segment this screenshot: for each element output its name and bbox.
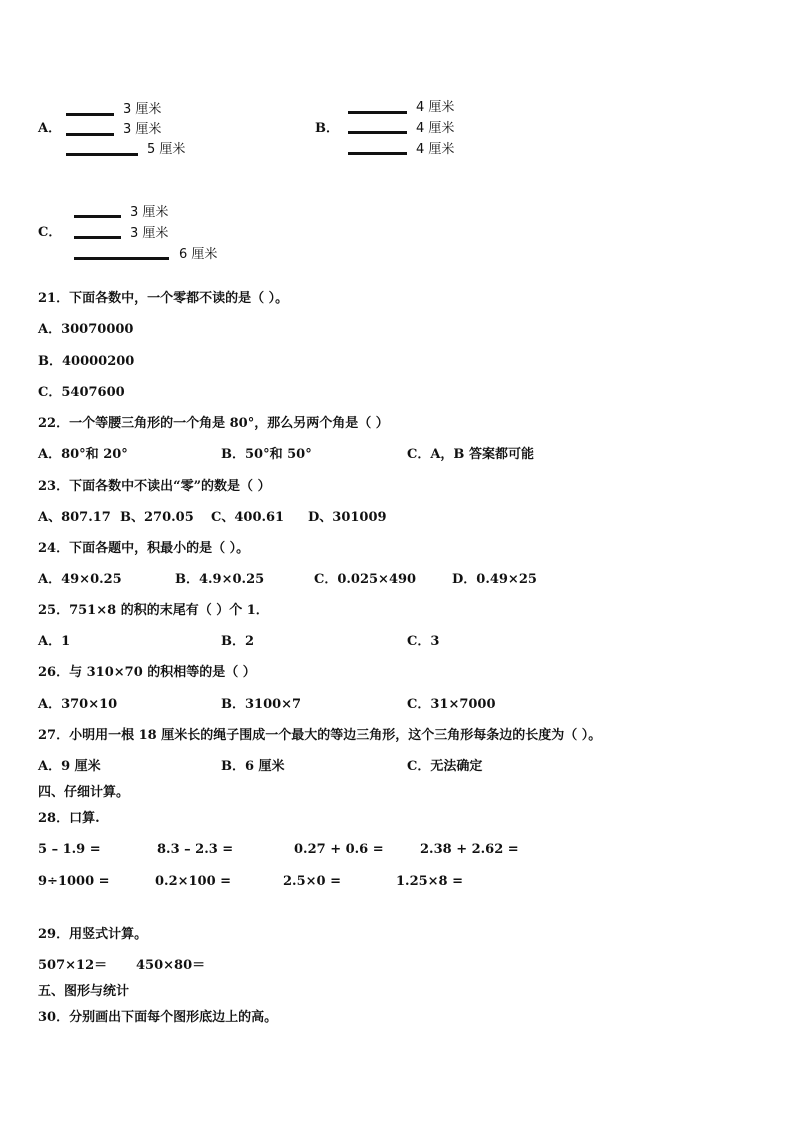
mental-calc-item: 8.3 – 2.3 =	[157, 842, 234, 857]
option-a-letter: A．	[38, 121, 62, 136]
section-4-heading: 四、仔细计算。	[38, 785, 130, 800]
segment-line	[74, 236, 121, 239]
mental-calc-item: 2.5×0 =	[283, 874, 341, 889]
mental-calc-item: 9÷1000 =	[38, 874, 110, 889]
segment-line	[66, 113, 114, 116]
section-5-heading: 五、图形与统计	[38, 984, 130, 999]
segment-label: 4 厘米	[416, 100, 455, 115]
q22-option-a: A．80°和 20°	[38, 447, 128, 462]
option-b-letter: B．	[315, 121, 339, 136]
option-c-letter: C．	[38, 225, 62, 240]
question-28: 28．口算.	[38, 811, 100, 826]
question-30: 30．分别画出下面每个图形底边上的高。	[38, 1010, 278, 1025]
q26-option-b: B．3100×7	[221, 697, 302, 712]
q23-option-b: B、270.05	[120, 510, 194, 525]
vertical-calc-item: 450×80＝	[136, 958, 206, 973]
segment-line	[348, 111, 407, 114]
question-23: 23．下面各数中不读出“零”的数是（ ）	[38, 479, 271, 494]
mental-calc-item: 5 – 1.9 =	[38, 842, 101, 857]
q25-option-a: A．1	[38, 634, 71, 649]
q27-option-a: A．9 厘米	[38, 759, 101, 774]
segment-label: 3 厘米	[123, 102, 162, 117]
segment-label: 4 厘米	[416, 142, 455, 157]
question-26: 26．与 310×70 的积相等的是（ ）	[38, 665, 256, 680]
q22-option-c: C．A，B 答案都可能	[407, 447, 534, 462]
q22-option-b: B．50°和 50°	[221, 447, 312, 462]
q23-option-d: D、301009	[308, 510, 387, 525]
segment-label: 5 厘米	[147, 142, 186, 157]
question-21: 21．下面各数中，一个零都不读的是（ ）。	[38, 291, 289, 306]
q24-option-c: C．0.025×490	[314, 572, 417, 587]
question-24: 24．下面各题中，积最小的是（ ）。	[38, 541, 250, 556]
mental-calc-item: 0.27 + 0.6 =	[294, 842, 384, 857]
q21-option-a: A．30070000	[38, 322, 134, 337]
segment-line	[74, 257, 169, 260]
mental-calc-item: 1.25×8 =	[396, 874, 464, 889]
question-22: 22．一个等腰三角形的一个角是 80°，那么另两个角是（ ）	[38, 416, 389, 431]
q27-option-c: C．无法确定	[407, 759, 483, 774]
q24-option-b: B．4.9×0.25	[175, 572, 265, 587]
question-27: 27．小明用一根 18 厘米长的绳子围成一个最大的等边三角形，这个三角形每条边的长度为（ ）。	[38, 728, 602, 743]
segment-line	[348, 131, 407, 134]
q24-option-d: D．0.49×25	[452, 572, 537, 587]
segment-line	[66, 133, 114, 136]
question-25: 25．751×8 的积的末尾有（ ）个 1．	[38, 603, 269, 618]
q26-option-a: A．370×10	[38, 697, 118, 712]
segment-line	[66, 153, 138, 156]
question-29: 29．用竖式计算。	[38, 927, 148, 942]
q21-option-b: B．40000200	[38, 354, 135, 369]
mental-calc-item: 2.38 + 2.62 =	[420, 842, 519, 857]
segment-label: 3 厘米	[123, 122, 162, 137]
segment-label: 4 厘米	[416, 121, 455, 136]
q21-option-c: C．5407600	[38, 385, 125, 400]
q23-option-a: A、807.17	[38, 510, 111, 525]
q26-option-c: C．31×7000	[407, 697, 496, 712]
segment-label: 6 厘米	[179, 247, 218, 262]
q25-option-c: C．3	[407, 634, 440, 649]
segment-label: 3 厘米	[130, 226, 169, 241]
q23-option-c: C、400.61	[211, 510, 285, 525]
segment-line	[74, 215, 121, 218]
q25-option-b: B．2	[221, 634, 255, 649]
segment-label: 3 厘米	[130, 205, 169, 220]
vertical-calc-item: 507×12＝	[38, 958, 108, 973]
q24-option-a: A．49×0.25	[38, 572, 122, 587]
segment-line	[348, 152, 407, 155]
mental-calc-item: 0.2×100 =	[155, 874, 232, 889]
q27-option-b: B．6 厘米	[221, 759, 285, 774]
